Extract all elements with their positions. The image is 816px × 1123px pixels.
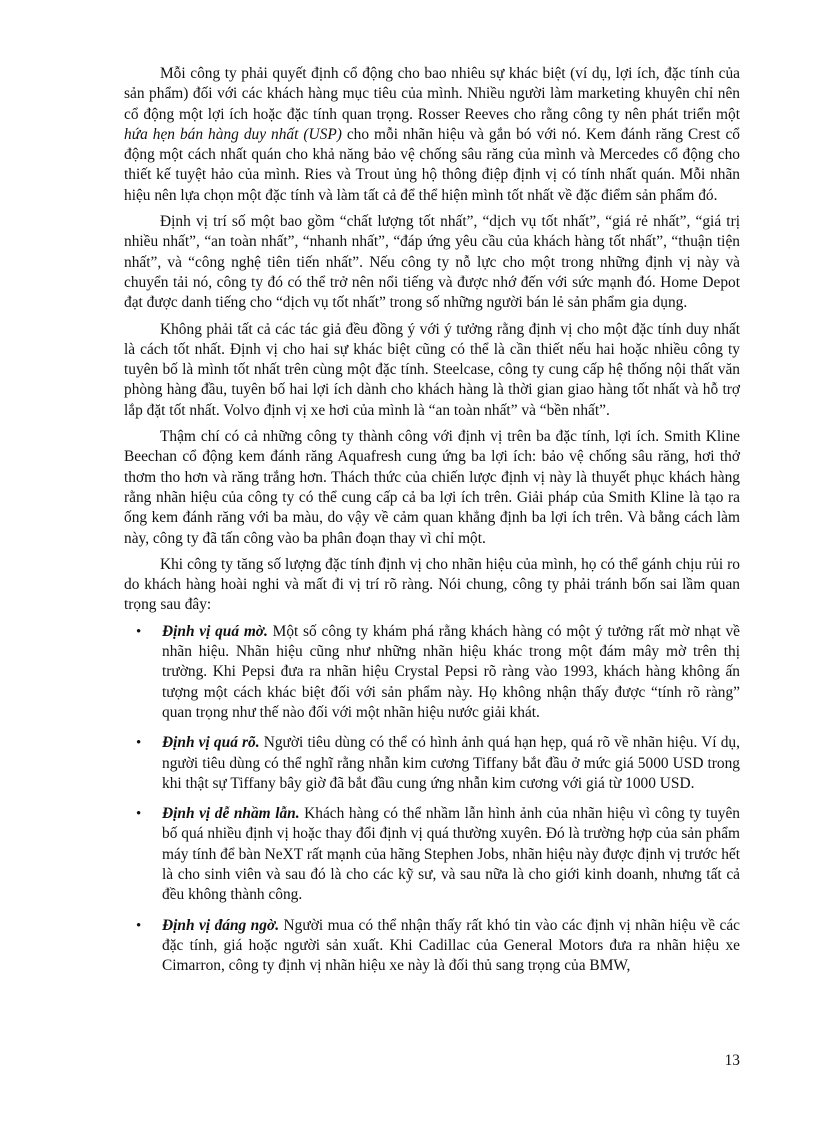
list-item <box>124 916 740 977</box>
list-item-text: Người tiêu dùng có thể có hình ảnh quá hạn hẹp, quá rõ về nhãn hiệu. Ví dụ, người tiêu dùng có thể nghĩ rằng nhẫn kim cương Tiffany bắt đầu ở mức giá 5000 USD trong khi thật sự Tiffany bây giờ đã bắt đầu cung ứng nhẫn kim cương với giá từ 1000 USD. <box>162 734 740 792</box>
list-item-text: Người mua có thể nhận thấy rất khó tin vào các định vị nhãn hiệu về các đặc tính, giá hoặc người sản xuất. Khi Cadillac của General Motors đưa ra nhãn hiệu xe Cimarron, công ty định vị nhãn hiệu xe này là đối thủ sang trọng của BMW, <box>162 916 740 975</box>
paragraph-number-one-positioning: Định vị trí số một bao gồm “chất lượng tốt nhất”, “dịch vụ tốt nhất”, “giá rẻ nhất”, “giá trị nhiều nhất”, “an toàn nhất”, “nhanh nhất”, “đáp ứng yêu cầu của khách hàng tốt nhất”, “thuận tiện nhất”, và “công nghệ tiên tiến nhất”. Nếu công ty nỗ lực cho một trong những định vị này và chuyển tải nó, công ty đó có thể trở nên nổi tiếng và được nhớ đến với sức mạnh đó. Home Depot đạt được danh tiếng cho “dịch vụ tốt nhất” trong số những người bán lẻ sản phẩm gia dụng. <box>124 213 740 312</box>
paragraph-double-benefit: Không phải tất cả các tác giả đều đồng ý với ý tưởng rằng định vị cho một đặc tính duy nhất là cách tốt nhất. Định vị cho hai sự khác biệt cũng có thể là cần thiết nếu hai hoặc nhiều công ty tuyên bố là mình tốt nhất trên cùng một đặc tính. Steelcase, công ty cung cấp hệ thống nội thất văn phòng hàng đầu, tuyên bố hai lợi ích dành cho khách hàng là thời gian giao hàng tốt nhất và hỗ trợ lắp đặt tốt nhất. Volvo định vị xe hơi của mình là “an toàn nhất” và “bền nhất”. <box>124 320 740 419</box>
paragraph-usp-text-2: cho mỗi nhãn hiệu và gắn bó với nó. Kem đánh răng Crest cổ động một cách nhất quán cho khả năng bảo vệ chống sâu răng của mình và Mercedes cổ động cho thiết kế tuyệt hảo của mình. Ries và Trout ủng hộ thông điệp định vị có tính nhất quán. Mỗi nhãn hiệu nên lựa chọn một đặc tính và làm tất cả để thể hiện mình tốt nhất về đặc điểm sản phẩm đó. <box>124 125 740 204</box>
list-item <box>124 733 740 794</box>
list-item-term: Định vị quá mờ. <box>162 622 268 640</box>
usp-term: hứa hẹn bán hàng duy nhất (USP) <box>124 125 342 143</box>
paragraph-usp-text-1: Mỗi công ty phải quyết định cổ động cho bao nhiêu sự khác biệt (ví dụ, lợi ích, đặc tính của sản phẩm) đối với các khách hàng mục tiêu của mình. Nhiều người làm marketing khuyên chỉ nên cổ động một lợi ích hoặc đặc tính quan trọng. Rosser Reeves cho rằng công ty nên phát triển một <box>124 65 740 123</box>
positioning-errors-list <box>124 622 740 977</box>
paragraph-usp <box>124 64 740 206</box>
page-number: 13 <box>724 1052 740 1069</box>
paragraph-triple-benefit: Thậm chí có cả những công ty thành công với định vị trên ba đặc tính, lợi ích. Smith Kline Beechan cổ động kem đánh răng Aquafresh cung ứng ba lợi ích: bảo vệ chống sâu răng, hơi thở thơm tho hơn và răng trắng hơn. Thách thức của chiến lược định vị này là thuyết phục khách hàng rằng nhãn hiệu của công ty có thể cung cấp cả ba lợi ích trên. Giải pháp của Smith Kline là tạo ra ống kem đánh răng với ba màu, do vậy về cảm quan khẳng định ba lợi ích trên. Và bằng cách làm này, công ty đã tấn công vào ba phân đoạn thay vì chỉ một. <box>124 428 740 547</box>
bullet-icon: • <box>136 623 142 640</box>
document-page <box>124 64 740 986</box>
list-item-text: Khách hàng có thể nhầm lẫn hình ảnh của nhãn hiệu vì công ty tuyên bố quá nhiều định vị hoặc thay đổi định vị quá thường xuyên. Đó là trường hợp của sản phẩm máy tính để bàn NeXT rất mạnh của hãng Stephen Jobs, nhãn hiệu này được định vị trước hết là cho sinh viên và sau đó là cho các kỹ sư, và sau nữa là cho giới kinh doanh, nhưng tất cả đều không thành công. <box>162 805 740 904</box>
list-item-term: Định vị quá rõ. <box>162 734 260 752</box>
list-item-term: Định vị đáng ngờ. <box>162 916 280 934</box>
bullet-icon: • <box>136 735 142 752</box>
list-item-text: Một số công ty khám phá rằng khách hàng có một ý tưởng rất mờ nhạt về nhãn hiệu. Nhãn hiệu cũng như những nhãn hiệu khác trong một đám mây mờ trên thị trường. Khi Pepsi đưa ra nhãn hiệu Crystal Pepsi rõ ràng vào 1993, khách hàng không ấn tượng một cách khác biệt đối với sản phẩm này. Họ không nhận thấy được “tính rõ ràng” quan trọng như thế nào đối với một nhãn hiệu nước giải khát. <box>162 622 740 721</box>
list-item <box>124 804 740 905</box>
paragraph-positioning-errors-intro: Khi công ty tăng số lượng đặc tính định vị cho nhãn hiệu của mình, họ có thể gánh chịu rủi ro do khách hàng hoài nghi và mất đi vị trí rõ ràng. Nói chung, công ty phải tránh bốn sai lầm quan trọng sau đây: <box>124 555 740 614</box>
bullet-icon: • <box>136 806 142 823</box>
list-item <box>124 622 740 723</box>
list-item-term: Định vị dễ nhầm lẫn. <box>162 805 300 823</box>
bullet-icon: • <box>136 917 142 934</box>
